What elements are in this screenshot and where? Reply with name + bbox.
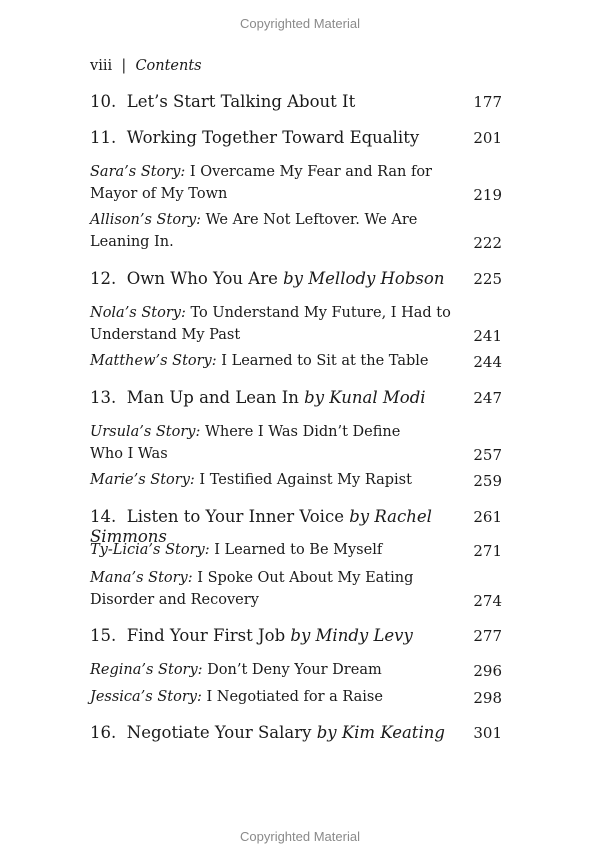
entry-page-number: 241 bbox=[473, 327, 502, 345]
chapter-author: by Kunal Modi bbox=[304, 388, 426, 407]
story-line bbox=[90, 589, 413, 611]
story-line bbox=[90, 686, 383, 708]
entry-page-number: 257 bbox=[473, 446, 502, 464]
entry-title bbox=[90, 388, 426, 408]
copyright-watermark-bottom: Copyrighted Material bbox=[240, 829, 360, 844]
story-line bbox=[90, 183, 432, 205]
entry-page-number: 177 bbox=[473, 93, 502, 111]
entry-page-number: 277 bbox=[473, 627, 502, 645]
story-line bbox=[90, 231, 417, 253]
section-title: Contents bbox=[135, 58, 202, 74]
story-title: We Are Not Leftover. We Are bbox=[205, 212, 418, 228]
chapter-title: Listen to Your Inner Voice bbox=[126, 507, 344, 526]
story-title: I Spoke Out About My Eating bbox=[197, 570, 414, 586]
chapter-number: 10. bbox=[90, 92, 117, 111]
chapter-title: Own Who You Are bbox=[126, 269, 278, 288]
story-line bbox=[90, 443, 400, 465]
story-line bbox=[90, 302, 451, 324]
entry-title bbox=[90, 723, 445, 743]
entry-title bbox=[90, 567, 413, 611]
chapter-author: by Mindy Levy bbox=[290, 626, 413, 645]
story-name: Ursula’s Story: bbox=[90, 424, 201, 440]
entry-title bbox=[90, 626, 413, 646]
story-line bbox=[90, 421, 400, 443]
entry-title bbox=[90, 421, 400, 465]
chapter-number: 15. bbox=[90, 626, 117, 645]
story-line bbox=[90, 659, 382, 681]
entry-page-number: 244 bbox=[473, 353, 502, 371]
story-title: I Learned to Be Myself bbox=[214, 542, 383, 558]
story-name: Matthew’s Story: bbox=[90, 353, 217, 369]
story-line bbox=[90, 567, 413, 589]
chapter-number: 13. bbox=[90, 388, 117, 407]
story-title: Where I Was Didn’t Define bbox=[204, 424, 401, 440]
entry-title bbox=[90, 350, 428, 372]
story-line bbox=[90, 209, 417, 231]
running-header bbox=[90, 57, 202, 75]
story-line bbox=[90, 539, 382, 561]
entry-title bbox=[90, 302, 451, 346]
story-title: Who I Was bbox=[90, 446, 168, 462]
entry-page-number: 274 bbox=[473, 592, 502, 610]
entry-title bbox=[90, 659, 382, 681]
chapter-number: 14. bbox=[90, 507, 117, 526]
story-title: Disorder and Recovery bbox=[90, 592, 259, 608]
story-name: Allison’s Story: bbox=[90, 212, 202, 228]
chapter-author: by Kim Keating bbox=[316, 723, 445, 742]
entry-title bbox=[90, 209, 417, 253]
story-name: Mana’s Story: bbox=[90, 570, 193, 586]
story-title: Mayor of My Town bbox=[90, 186, 228, 202]
chapter-title: Find Your First Job bbox=[126, 626, 286, 645]
entry-page-number: 222 bbox=[473, 234, 502, 252]
entry-title bbox=[90, 161, 432, 205]
story-name: Regina’s Story: bbox=[90, 662, 203, 678]
chapter-number: 12. bbox=[90, 269, 117, 288]
story-title: I Overcame My Fear and Ran for bbox=[189, 164, 432, 180]
entry-page-number: 301 bbox=[473, 724, 502, 742]
header-separator: | bbox=[121, 58, 127, 74]
entry-page-number: 225 bbox=[473, 270, 502, 288]
page-number: viii bbox=[90, 58, 113, 74]
chapter-author: by Rachel Simmons bbox=[90, 507, 432, 546]
chapter-number: 16. bbox=[90, 723, 117, 742]
story-name: Sara’s Story: bbox=[90, 164, 186, 180]
story-title: To Understand My Future, I Had to bbox=[190, 305, 451, 321]
story-line bbox=[90, 469, 412, 491]
entry-title bbox=[90, 686, 383, 708]
story-name: Marie’s Story: bbox=[90, 472, 195, 488]
story-title: I Negotiated for a Raise bbox=[206, 689, 383, 705]
entry-page-number: 247 bbox=[473, 389, 502, 407]
entry-page-number: 261 bbox=[473, 508, 502, 526]
entry-title bbox=[90, 469, 412, 491]
story-name: Jessica’s Story: bbox=[90, 689, 202, 705]
entry-title bbox=[90, 269, 444, 289]
chapter-title: Negotiate Your Salary bbox=[126, 723, 312, 742]
story-name: Nola’s Story: bbox=[90, 305, 186, 321]
story-title: I Testified Against My Rapist bbox=[199, 472, 412, 488]
story-title: I Learned to Sit at the Table bbox=[221, 353, 429, 369]
entry-page-number: 219 bbox=[473, 186, 502, 204]
entry-page-number: 259 bbox=[473, 472, 502, 490]
entry-title bbox=[90, 539, 382, 561]
entry-page-number: 271 bbox=[473, 542, 502, 560]
story-title: Understand My Past bbox=[90, 327, 241, 343]
chapter-number: 11. bbox=[90, 128, 117, 147]
chapter-title: Working Together Toward Equality bbox=[126, 128, 420, 147]
entry-title bbox=[90, 92, 355, 112]
entry-page-number: 201 bbox=[473, 129, 502, 147]
copyright-watermark-top: Copyrighted Material bbox=[240, 16, 360, 31]
chapter-title: Let’s Start Talking About It bbox=[126, 92, 356, 111]
entry-page-number: 298 bbox=[473, 689, 502, 707]
story-line bbox=[90, 350, 428, 372]
story-title: Don’t Deny Your Dream bbox=[207, 662, 382, 678]
entry-title bbox=[90, 128, 419, 148]
story-title: Leaning In. bbox=[90, 234, 174, 250]
story-line bbox=[90, 161, 432, 183]
entry-page-number: 296 bbox=[473, 662, 502, 680]
story-line bbox=[90, 324, 451, 346]
story-name: Ty-Licia’s Story: bbox=[90, 542, 210, 558]
chapter-author: by Mellody Hobson bbox=[283, 269, 445, 288]
chapter-title: Man Up and Lean In bbox=[126, 388, 299, 407]
